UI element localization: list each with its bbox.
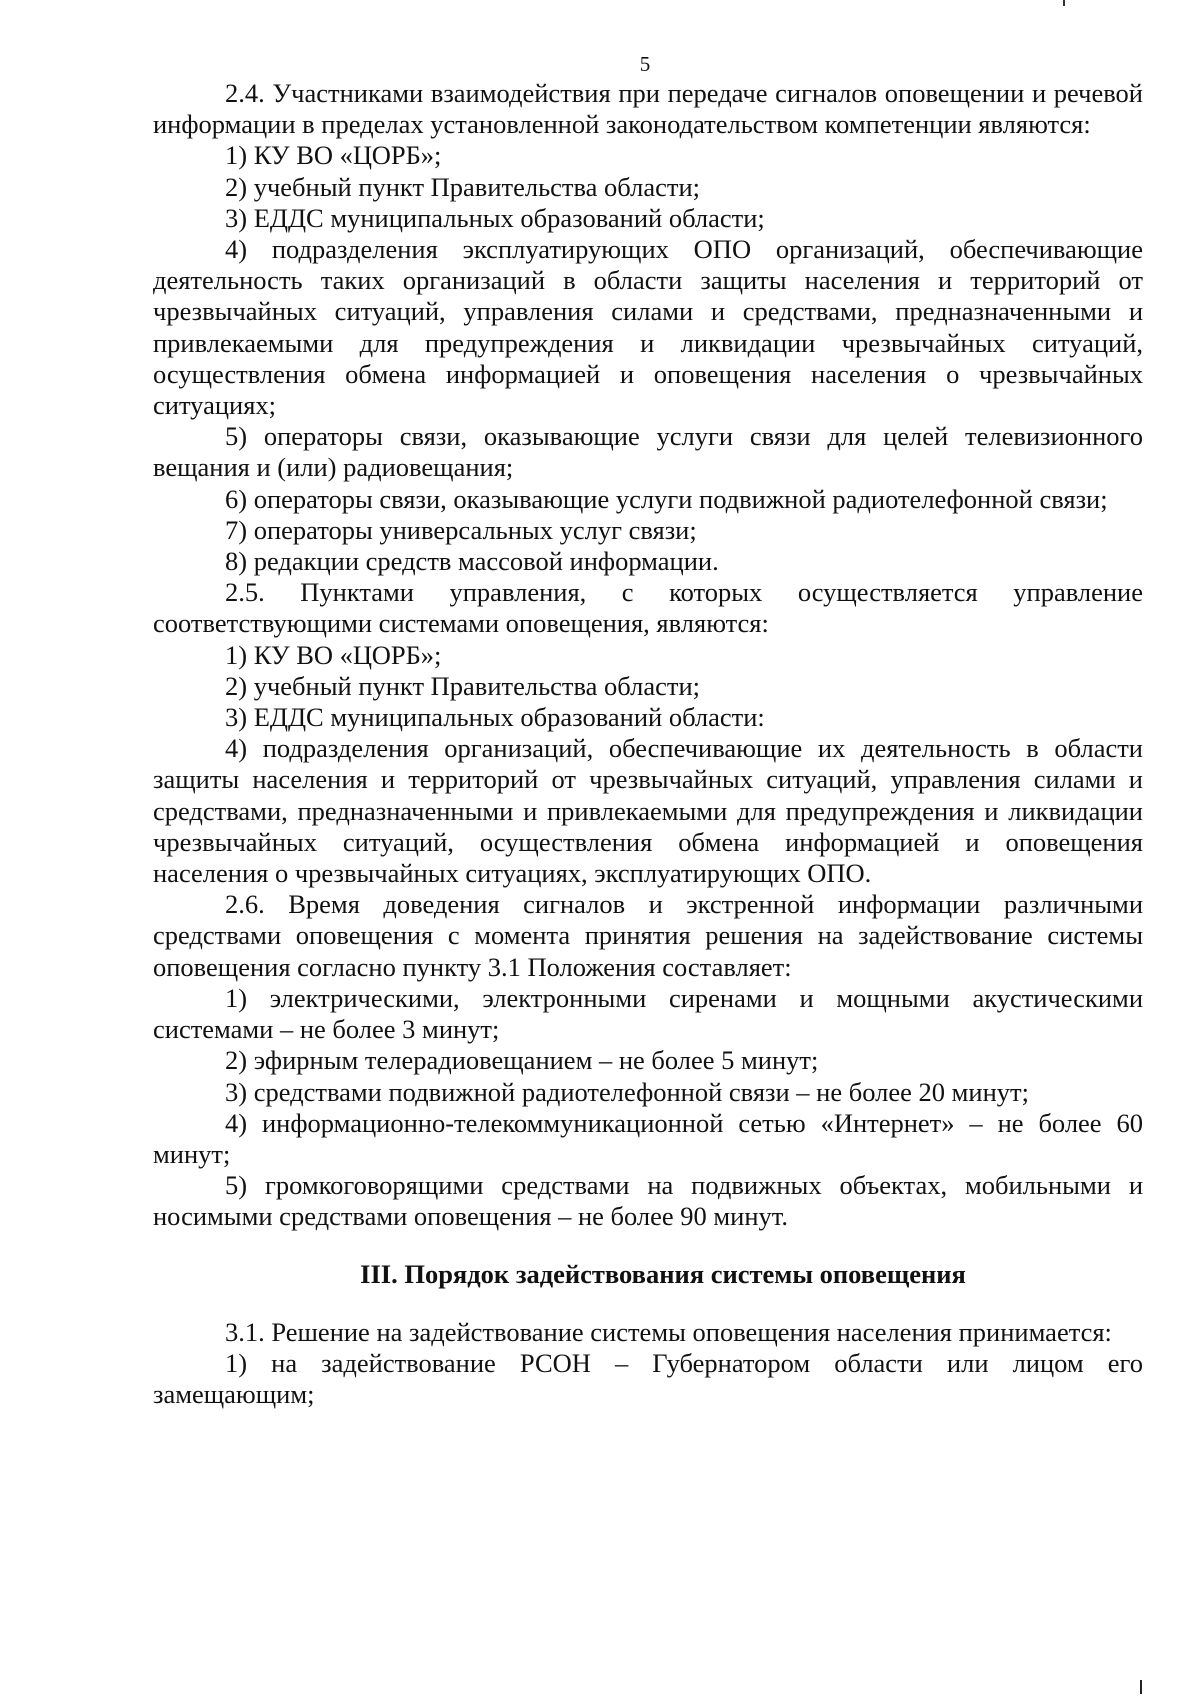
section-heading: III. Порядок задействования системы оповещения [360,1258,966,1289]
paragraph-2-4: 2.4. Участниками взаимодействия при передаче сигналов оповещении и речевой информации в пределах установленной законодательством компетенции являются: [153,78,1143,140]
list-item: 5) громкоговорящими средствами на подвижных объектах, мобильными и носимыми средствами оповещения – не более 90 минут. [153,1170,1143,1232]
paragraph-2-6: 2.6. Время доведения сигналов и экстренной информации различными средствами оповещения с момента принятия решения на задействование системы оповещения согласно пункту 3.1 Положения составляет: [153,889,1143,982]
list-item: 3) средствами подвижной радиотелефонной связи – не более 20 минут; [225,1076,1029,1107]
list-item: 8) редакции средств массовой информации. [225,546,719,577]
list-item: 1) электрическими, электронными сиренами и мощными акустическими системами – не более 3 минут; [153,982,1143,1045]
list-item: 3) ЕДДС муниципальных образований области; [225,202,765,233]
scan-mark [1063,0,1065,6]
scan-mark [1140,1680,1142,1694]
list-item: 1) КУ ВО «ЦОРБ»; [225,140,442,171]
list-item: 6) операторы связи, оказывающие услуги подвижной радиотелефонной связи; [225,483,1108,514]
list-item: 7) операторы универсальных услуг связи; [225,514,697,545]
paragraph-3-1: 3.1. Решение на задействование системы оповещения населения принимается: [225,1316,1112,1347]
page-number: 5 [639,52,651,76]
paragraph-2-5: 2.5. Пунктами управления, с которых осуществляется управление соответствующими системами оповещения, являются: [153,577,1143,639]
list-item: 5) операторы связи, оказывающие услуги связи для целей телевизионного вещания и (или) радиовещания; [153,421,1143,483]
list-item: 4) информационно-телекоммуникационной сетью «Интернет» – не более 60 минут; [153,1107,1143,1169]
list-item: 4) подразделения эксплуатирующих ОПО организаций, обеспечивающие деятельность таких организаций в области защиты населения и территорий от чрезвычайных ситуаций, управления силами и средствами, предназначенными и привлекаемыми для предупреждения и ликвидации чрезвычайных ситуаций, осуществления обмена информацией и оповещения населения о чрезвычайных ситуациях; [153,234,1143,421]
list-item: 4) подразделения организаций, обеспечивающие их деятельность в области защиты населения и территорий от чрезвычайных ситуаций, управления силами и средствами, предназначенными и привлекаемыми для предупреждения и ликвидации чрезвычайных ситуаций, осуществления обмена информацией и оповещения населения о чрезвычайных ситуациях, эксплуатирующих ОПО. [153,733,1143,889]
list-item: 1) на задействование РСОН – Губернатором области или лицом его замещающим; [153,1347,1143,1410]
list-item: 1) КУ ВО «ЦОРБ»; [225,639,442,670]
document-body [153,78,1143,1410]
list-item: 2) учебный пункт Правительства области; [225,171,700,202]
list-item: 2) эфирным телерадиовещанием – не более 5 минут; [225,1045,819,1076]
list-item: 2) учебный пункт Правительства области; [225,670,700,701]
list-item: 3) ЕДДС муниципальных образований области: [225,702,765,733]
